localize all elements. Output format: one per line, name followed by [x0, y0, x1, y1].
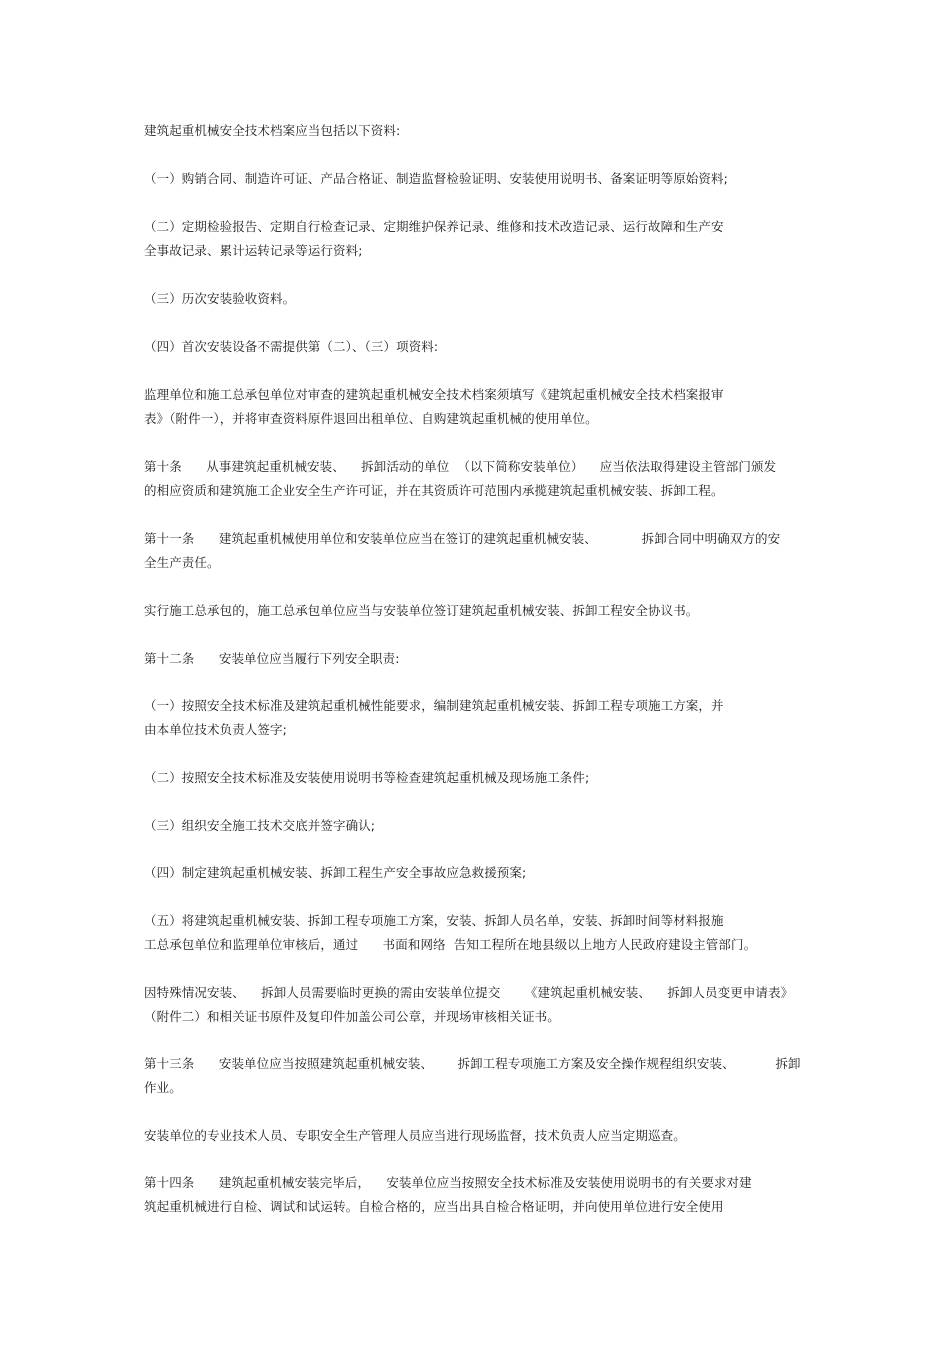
text-line: （四）首次安装设备不需提供第（二）、（三）项资料:: [144, 339, 439, 354]
text-line: 第十三条 安装单位应当按照建筑起重机械安装、 拆卸工程专项施工方案及安全操作规程组织安装、 拆卸: [144, 1056, 801, 1071]
text-line: 第十条 从事建筑起重机械安装、 拆卸活动的单位 （以下简称安装单位） 应当依法取得建设主管部门颁发: [144, 459, 777, 474]
text-line: （一）按照安全技术标准及建筑起重机械性能要求，编制建筑起重机械安装、拆卸工程专项施工方案，并: [144, 698, 724, 713]
text-line: 全生产责任。: [144, 555, 220, 570]
text-line: （四）制定建筑起重机械安装、拆卸工程生产安全事故应急救援预案;: [144, 865, 527, 880]
text-line: 实行施工总承包的，施工总承包单位应当与安装单位签订建筑起重机械安装、拆卸工程安全协议书。: [144, 603, 699, 618]
text-line: 第十二条 安装单位应当履行下列安全职责:: [144, 651, 400, 666]
text-line: 第十一条 建筑起重机械使用单位和安装单位应当在签订的建筑起重机械安装、 拆卸合同中明确双方的安: [144, 531, 781, 546]
text-line: 第十四条 建筑起重机械安装完毕后， 安装单位应当按照安全技术标准及安装使用说明书的有关要求对建: [144, 1175, 752, 1190]
text-line: （一）购销合同、制造许可证、产品合格证、制造监督检验证明、安装使用说明书、备案证明等原始资料;: [144, 171, 728, 186]
text-line: 工总承包单位和监理单位审核后，通过 书面和网络 告知工程所在地县级以上地方人民政府建设主管部门。: [144, 937, 757, 952]
text-line: 全事故记录、累计运转记录等运行资料;: [144, 243, 363, 258]
text-line: 监理单位和施工总承包单位对审查的建筑起重机械安全技术档案须填写《建筑起重机械安全技术档案报审: [144, 387, 724, 402]
text-line: 安装单位的专业技术人员、专职安全生产管理人员应当进行现场监督，技术负责人应当定期巡查。: [144, 1128, 686, 1143]
text-line: 由本单位技术负责人签字;: [144, 722, 287, 737]
text-line: （三）组织安全施工技术交底并签字确认;: [144, 818, 376, 833]
text-line: （五）将建筑起重机械安装、拆卸工程专项施工方案，安装、拆卸人员名单，安装、拆卸时间等材料报施: [144, 913, 724, 928]
text-line: 因特殊情况安装、 拆卸人员需要临时更换的需由安装单位提交 《建筑起重机械安装、 拆卸人员变更申请表》: [144, 985, 794, 1000]
text-line: （三）历次安装验收资料。: [144, 291, 296, 306]
text-line: （附件二）和相关证书原件及复印件加盖公司公章，并现场审核相关证书。: [144, 1009, 560, 1024]
text-line: 表》（附件一），并将审查资料原件退回出租单位、自购建筑起重机械的使用单位。: [144, 411, 598, 426]
text-line: （二）定期检验报告、定期自行检查记录、定期维护保养记录、维修和技术改造记录、运行故障和生产安: [144, 219, 724, 234]
text-line: 筑起重机械进行自检、调试和试运转。自检合格的，应当出具自检合格证明，并向使用单位进行安全使用: [144, 1199, 724, 1214]
text-line: 建筑起重机械安全技术档案应当包括以下资料:: [144, 123, 401, 138]
text-line: （二）按照安全技术标准及安装使用说明书等检查建筑起重机械及现场施工条件;: [144, 770, 590, 785]
text-line: 的相应资质和建筑施工企业安全生产许可证，并在其资质许可范围内承揽建筑起重机械安装、拆卸工程。: [144, 483, 724, 498]
text-line: 作业。: [144, 1080, 182, 1095]
